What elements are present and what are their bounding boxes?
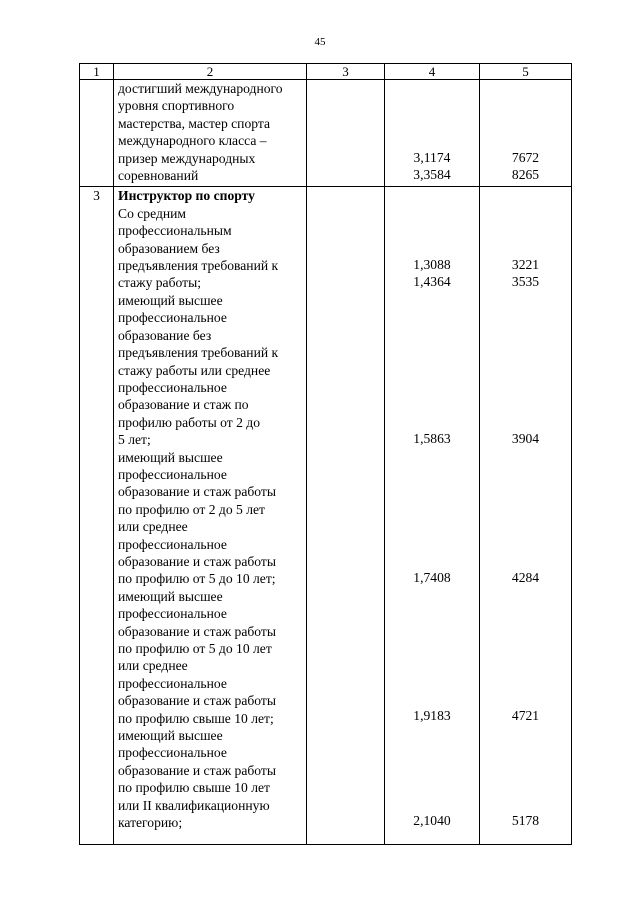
- description-line: или II квалификационную: [118, 797, 270, 813]
- salary-value: 7672: [511, 150, 540, 165]
- description-line: профессиональное: [118, 466, 227, 482]
- description-line: международного класса –: [118, 133, 267, 149]
- coefficient-cell: [385, 187, 480, 845]
- header-cell-3: 3: [307, 64, 385, 80]
- salary-value: 3535: [511, 274, 540, 290]
- coefficient-value: 1,4364: [413, 274, 451, 290]
- coefficient-cell: [385, 80, 480, 187]
- description-line: образование и стаж работы: [118, 762, 276, 778]
- header-cell-2: 2: [114, 64, 307, 80]
- description-cell: [114, 80, 307, 187]
- description-line: по профилю свыше 10 лет: [118, 780, 270, 796]
- coefficient-value: 1,9183: [413, 708, 451, 724]
- description-line: имеющий высшее: [118, 292, 223, 308]
- salary-table: [79, 63, 572, 845]
- description-line: по профилю свыше 10 лет;: [118, 710, 274, 726]
- header-cell-4: 4: [385, 64, 480, 80]
- row-number-cell: [80, 80, 114, 187]
- description-line: предъявления требований к: [118, 345, 279, 361]
- description-line: образование и стаж работы: [118, 553, 276, 569]
- salary-value: 3904: [511, 431, 540, 447]
- header-cell-1: 1: [80, 64, 114, 80]
- description-line: категорию;: [118, 815, 183, 831]
- salary-value: 4721: [511, 708, 540, 724]
- description-line: предъявления требований к: [118, 258, 279, 274]
- description-line: профилю работы от 2 до: [118, 414, 260, 430]
- description-line: 5 лет;: [118, 432, 151, 448]
- salary-value: 4284: [511, 570, 540, 586]
- salary-value: 5178: [511, 813, 540, 829]
- table-row: [80, 80, 572, 187]
- description-line: профессиональное: [118, 536, 227, 552]
- description-line: по профилю от 5 до 10 лет: [118, 641, 272, 656]
- description-line: стажу работы или среднее: [118, 362, 271, 378]
- header-row: [80, 64, 572, 80]
- description-line: образование без: [118, 327, 212, 343]
- description-line: мастерства, мастер спорта: [118, 115, 271, 131]
- description-line: уровня спортивного: [118, 98, 235, 114]
- salary-value: 8265: [511, 167, 540, 182]
- salary-value: 3221: [511, 257, 540, 273]
- coefficient-value: 1,3088: [413, 257, 451, 273]
- description-line: или среднее: [118, 658, 188, 674]
- description-line: соревнований: [118, 168, 199, 184]
- table-row: [80, 187, 572, 845]
- description-line: по профилю от 5 до 10 лет;: [118, 571, 276, 587]
- description-line: или среднее: [118, 519, 188, 535]
- description-line: профессиональное: [118, 675, 227, 691]
- coefficient-value: 2,1040: [413, 813, 451, 829]
- description-line: образование и стаж работы: [118, 693, 276, 709]
- description-line: имеющий высшее: [118, 588, 223, 604]
- description-line: Со средним: [118, 205, 187, 221]
- description-line: профессиональное: [118, 379, 227, 395]
- coefficient-value: 3,1174: [413, 150, 451, 165]
- description-line: образованием без: [118, 240, 220, 256]
- empty-cell: [307, 187, 385, 845]
- row-number-cell: 3: [80, 187, 114, 845]
- coefficient-value: 1,5863: [413, 431, 451, 447]
- description-line: имеющий высшее: [118, 449, 223, 465]
- description-line: образование и стаж по: [118, 397, 249, 413]
- empty-cell: [307, 80, 385, 187]
- position-title: Инструктор по спорту: [118, 188, 255, 204]
- description-line: профессиональное: [118, 606, 227, 622]
- header-cell-5: 5: [480, 64, 572, 80]
- coefficient-value: 1,7408: [413, 570, 451, 586]
- description-line: профессиональное: [118, 745, 227, 761]
- description-cell: [114, 187, 307, 845]
- description-line: образование и стаж работы: [118, 484, 276, 500]
- description-line: имеющий высшее: [118, 728, 223, 744]
- description-line: профессиональное: [118, 310, 227, 326]
- coefficient-value: 3,3584: [413, 167, 451, 182]
- salary-cell: [480, 80, 572, 187]
- description-line: образование и стаж работы: [118, 623, 276, 639]
- page-number: 45: [314, 36, 326, 48]
- salary-cell: [480, 187, 572, 845]
- description-line: достигший международного: [118, 81, 283, 96]
- description-line: стажу работы;: [118, 275, 201, 291]
- description-line: призер международных: [118, 150, 256, 166]
- description-line: профессиональным: [118, 223, 232, 239]
- description-line: по профилю от 2 до 5 лет: [118, 501, 265, 517]
